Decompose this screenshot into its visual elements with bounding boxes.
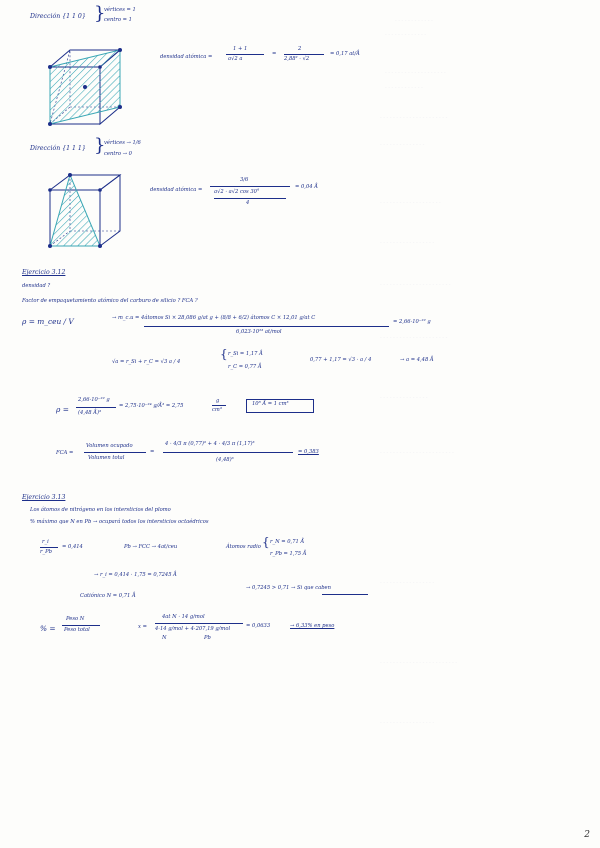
comparison: → 0,7245 > 0,71 → Si que caben [246, 585, 331, 591]
pct-calc-num: 4at N · 14 g/mol [162, 614, 205, 620]
pct-label: % = [40, 624, 56, 633]
lattice-eq: √a = r_Si + r_C = √3 a / 4 [112, 359, 181, 365]
dir-110-density-label: densidad atómica = [160, 54, 213, 60]
dir-110-f2-den: 2,88² · √2 [284, 56, 310, 62]
rho-unit-num: g [216, 398, 220, 404]
fca-den: Volumen total [88, 455, 125, 461]
rn-label: Catiónico N = 0,71 Å [80, 593, 136, 599]
dir-110-title: Dirección {1 1 0} [30, 13, 86, 20]
exercise-312-q1: densidad ? [22, 283, 51, 289]
pct-calc-den: 4·14 g/mol + 4·207,19 g/mol [155, 626, 231, 632]
rho-mid: = 2,75·10⁻²⁴ g/Å³ = 2,75 [119, 403, 184, 409]
dir-111-den2: 4 [246, 200, 250, 206]
rho-unit-den: cm³ [212, 407, 222, 413]
dir-111-title: Dirección {1 1 1} [30, 145, 86, 152]
dir-111-result: = 0,04 Å [295, 184, 318, 190]
rho-formula: ρ = m_ceu / V [22, 317, 74, 326]
mcu-result: = 2,66·10⁻²² g [393, 319, 431, 325]
lattice-result: → a = 4,48 Å [400, 357, 434, 363]
cube-111-diagram [40, 170, 130, 255]
pb-structure: Pb → FCC → 4at/ceu [124, 544, 178, 550]
pct-final: → 6,33% en peso [290, 623, 335, 629]
exercise-312-q2: Factor de empaquetamiento atómico del carburo de silicio ? FCA ? [22, 298, 198, 304]
pct-sub-n: N [162, 635, 167, 641]
dir-111-density-label: densidad atómica = [150, 187, 203, 193]
radius-pb: r_Pb = 1,75 Å [270, 551, 307, 557]
mcu-formula: → m_c.u = 4átomos Si × 28,086 g/at g + (8/8 + 6/2) átomos C × 12,01 g/at C [112, 315, 316, 321]
ratio-den: r_Pb [40, 549, 52, 555]
rho-calc-num: 2,66·10⁻²² g [78, 397, 110, 403]
exercise-313-q2: % máximo que N en Pb → ocupará todos los intersticios octaédricos [30, 519, 209, 525]
pct-sub-pb: Pb [204, 635, 211, 641]
page-number: 2 [584, 830, 590, 840]
exercise-313-title: Ejercicio 3.13 [22, 494, 66, 501]
exercise-313-q1: Los átomos de nitrógeno en los intersticios del plomo [30, 507, 171, 513]
dir-110-vertices: vértices = 1 [104, 7, 136, 13]
pct-num: Peso N [66, 616, 85, 622]
pct-result: = 0,0633 [246, 623, 271, 629]
radius-n: r_N = 0,71 Å [270, 539, 305, 545]
radius-c: r_C = 0,77 Å [228, 364, 262, 370]
fca-expr: 4 · 4/3 π (0,77)³ + 4 · 4/3 π (1,17)³ [165, 441, 255, 447]
brace: } [94, 3, 106, 24]
dir-110-f2-num: 2 [298, 46, 302, 52]
fca-den2: (4,48)³ [216, 457, 234, 463]
rho-calc-den: (4,48 Å)³ [78, 410, 102, 416]
avogadro: 6,023·10²³ at/mol [236, 329, 282, 335]
cube-110-diagram [40, 42, 130, 132]
dir-110-f1-num: 1 + 1 [233, 46, 248, 52]
fca-label: FCA = [56, 450, 74, 456]
notes-page: - - - - - - - - - - - - - - - - - - - - - - - - - - - - - - - - - - - - - - - - - - - - - - - - - - - - - - - - - - - - - - - - - - - - - - - - - - - - - - - - - - - - - - - - - - - - - - - - - - - - - - - - - - - - - - - - - - - - - - - - - - - - - - - - - - - - - - - - - - - - - - - - - - - - - - - - - - - - - - - - - - - - - - - - - - - - - - - - - - - - - - - - - - - - - - - - - - - - - - - - - - - - - - - - - - - - - - - - - - - - - - - - - - - - - - - - - - - - - - - - - - - - - - - - - - - - - - - - - - - - - - - - - - Dirección {1 1 0} } vértices = 1 centro = 1 densidad atómica = 1 + 1 a√2 a = 2 2,88² · √2 = 0,17 at/Å Dirección {1 1 1} } vértices → 1/6 centro → 0 densidad atómica = 3/6 a√2 · a√2 cos 30° 4 = 0,04 Å Ejercicio 3.12 densidad ? Factor de empaquetamiento atómico del carburo de silicio ? FCA ? ρ = m_ceu / V → m_c.u = 4átomos Si × 28,086 g/at g + (8/8 + 6/2) átomos C × 12,01 g/at C 6,023·10²³ at/mol = 2,66·10⁻²² g √a = r_Si + r_C = √3 a / 4 { r_Si = 1,17 Å r_C = 0,77 Å 0,77 + 1,17 = √3 · a / 4 → a = 4,48 Å ρ = 2,66·10⁻²² g (4,48 Å)³ = 2,75·10⁻²⁴ g/Å³ = 2,75 g cm³ 10⁸ Å = 1 cm³ FCA = Volumen ocupado Volumen total = 4 · 4/3 π (0,77)³ + 4 · 4/3 π (1,17)³ (4,48)³ = 0,383 Ejercicio 3.13 Los átomos de nitrógeno en los intersticios del plomo % máximo que N en Pb → ocupará todos los intersticios octaédricos r_i r_Pb = 0,414 Pb → FCC → 4at/ceu Átomos radio { r_N = 0,71 Å r_Pb = 1,75 Å → r_i = 0,414 · 1,75 = 0,7245 Å Catiónico N = 0,71 Å → 0,7245 > 0,71 → Si que caben % = Peso N Peso total x = 4at N · 14 g/mol 4·14 g/mol + 4·207,19 g/mol N Pb = 0,0633 → 6,33% en peso 2 [22, 3, 590, 840]
ri-equation: → r_i = 0,414 · 1,75 = 0,7245 Å [94, 572, 177, 578]
conversion: 10⁸ Å = 1 cm³ [252, 401, 289, 407]
dir-110-f1-den: a√2 a [228, 56, 243, 62]
pct-den: Peso total [64, 627, 90, 633]
radios-label: Átomos radio [226, 544, 261, 550]
ratio-value: = 0,414 [62, 544, 83, 550]
dir-110-result: = 0,17 at/Å [330, 51, 360, 57]
fca-result: = 0,383 [298, 449, 319, 455]
dir-111-den: a√2 · a√2 cos 30° [214, 189, 260, 195]
dir-111-vertices: vértices → 1/6 [104, 140, 141, 146]
exercise-312-title: Ejercicio 3.12 [22, 269, 66, 276]
radius-si: r_Si = 1,17 Å [228, 351, 263, 357]
dir-110-centro: centro = 1 [104, 17, 132, 23]
fca-num: Volumen ocupado [86, 443, 133, 449]
dir-111-centro: centro → 0 [104, 151, 132, 157]
ratio-num: r_i [42, 539, 49, 545]
lattice-calc: 0,77 + 1,17 = √3 · a / 4 [310, 357, 372, 363]
pct-x: x = [138, 624, 147, 630]
dir-111-num: 3/6 [240, 177, 249, 183]
